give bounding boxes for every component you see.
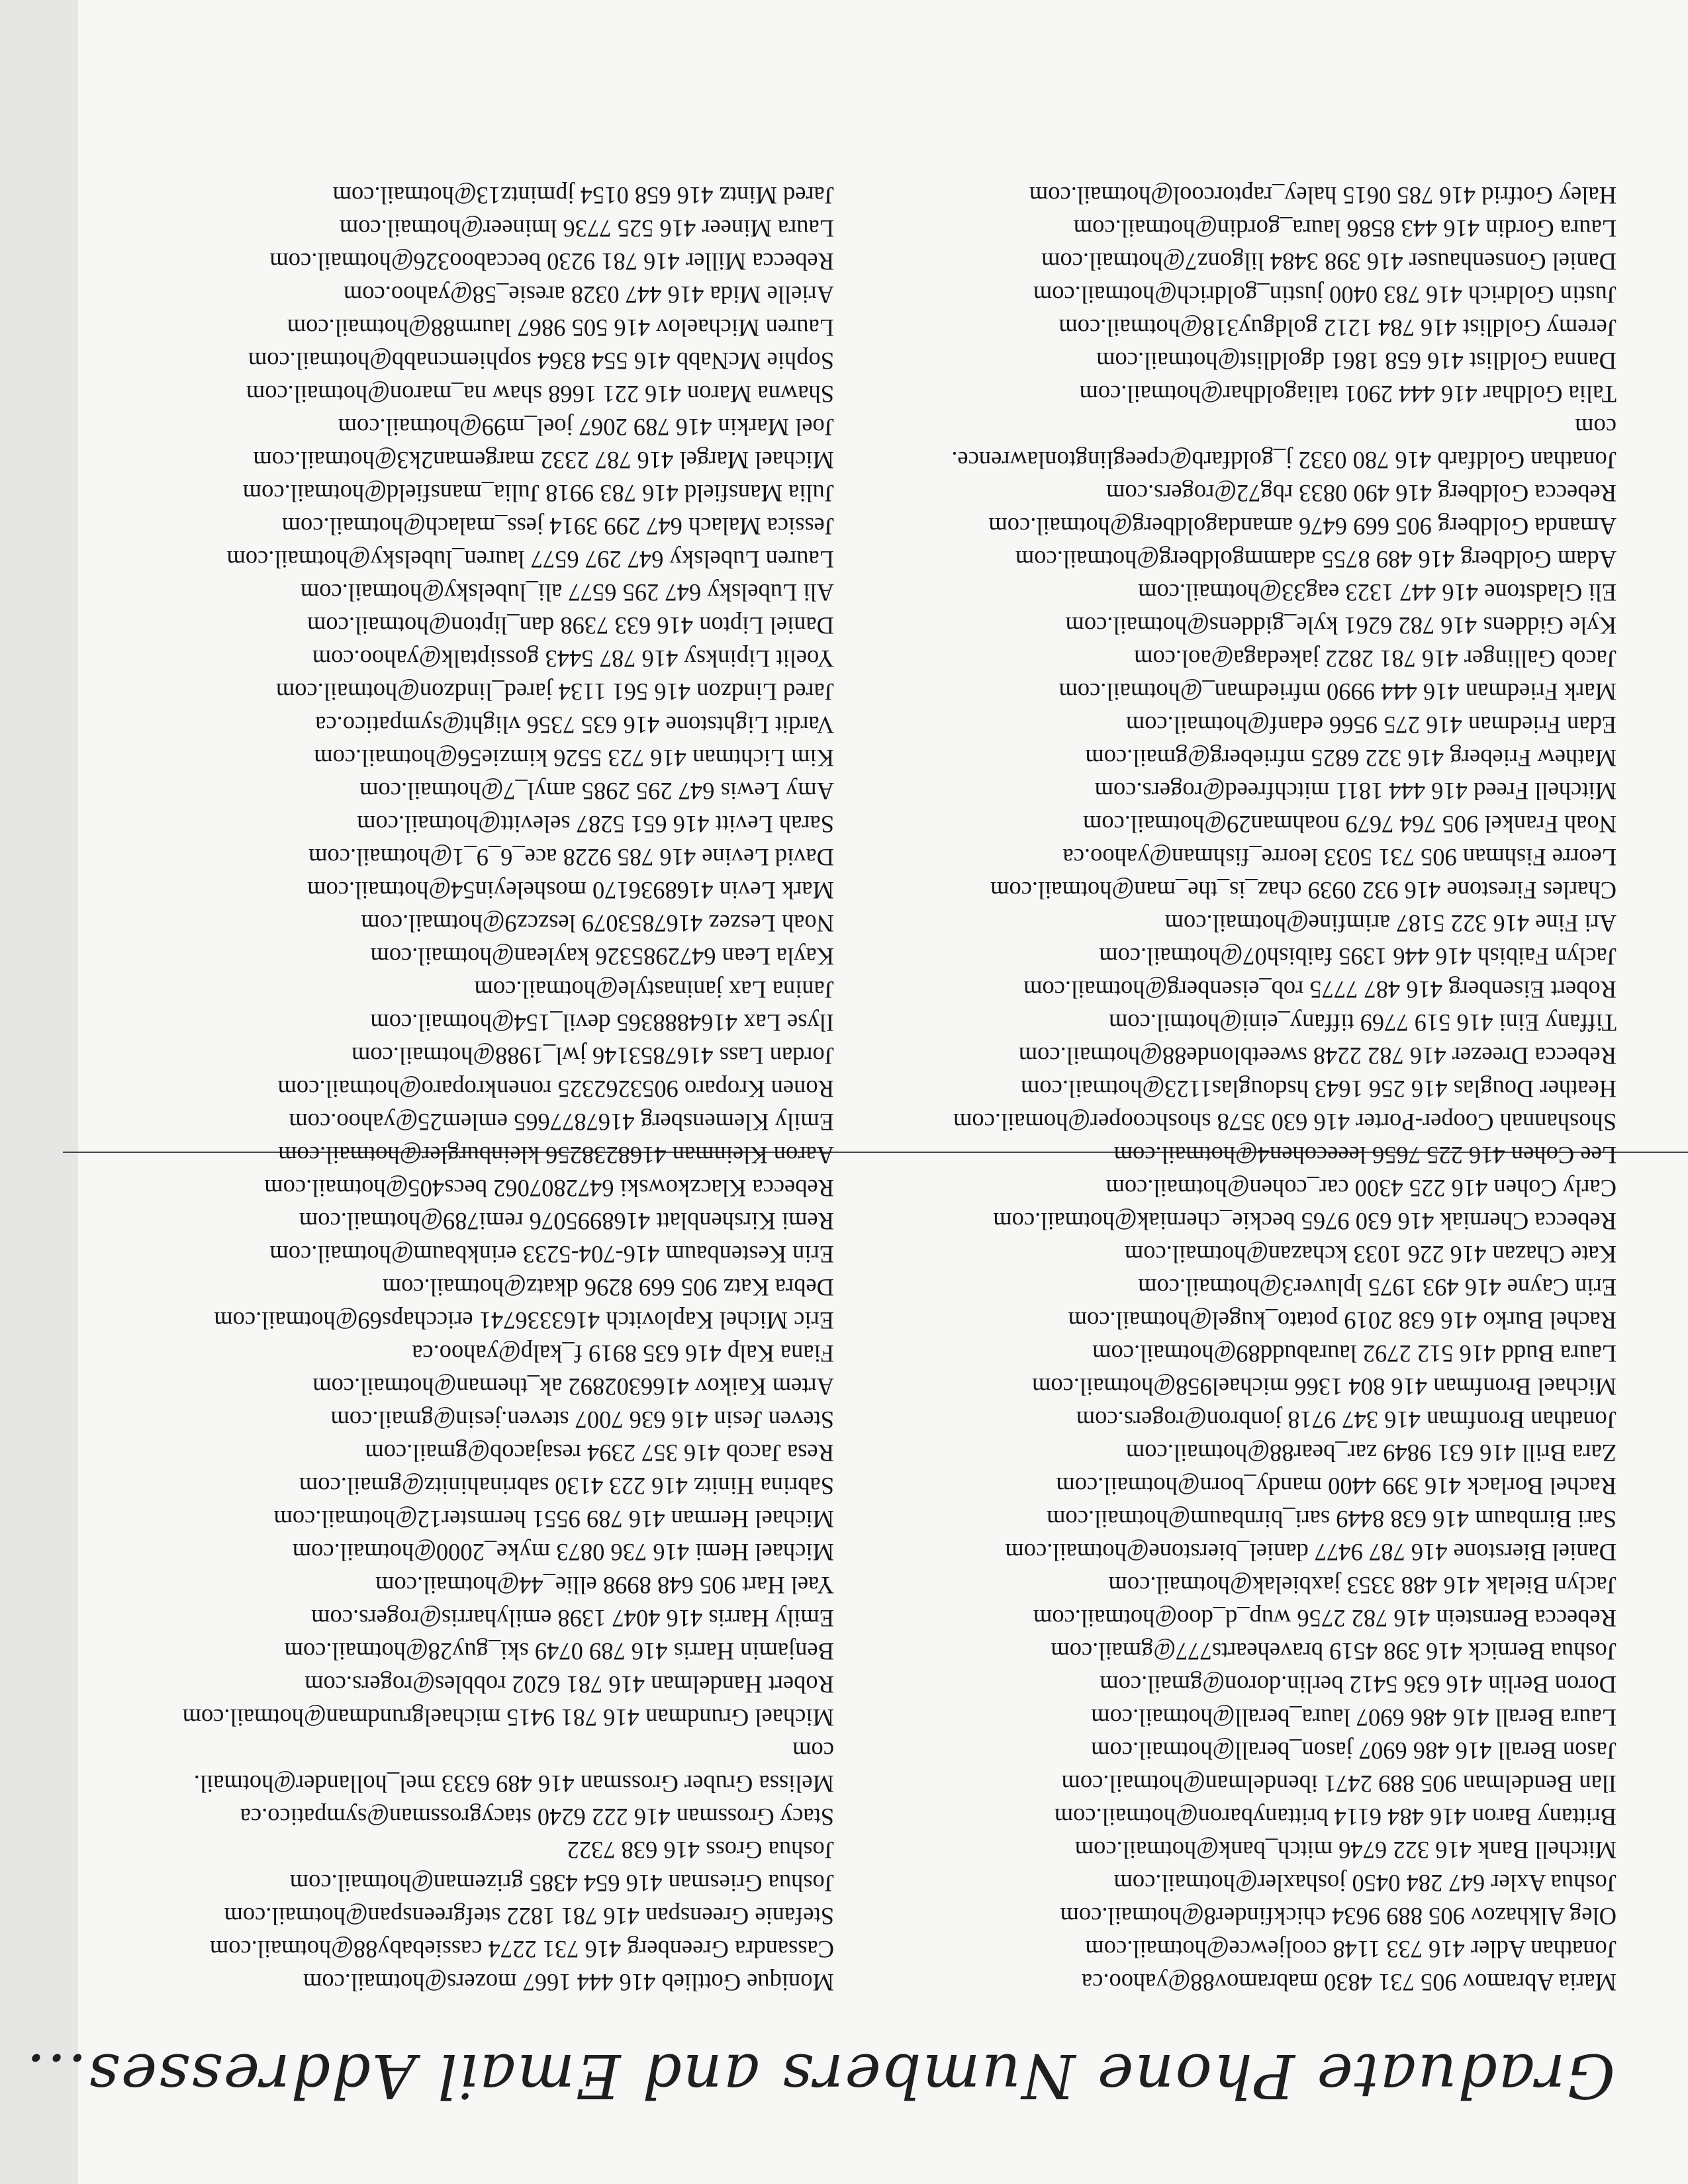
contact-entry: Shoshannah Cooper-Porter 416 630 3578 shoshcooper@homail.com — [953, 1109, 1617, 1136]
contact-entry: Jonathan Bronfman 416 347 9718 jonbron@rogers.com — [1076, 1406, 1617, 1433]
contact-entry: Remi Kirshenblatt 4168995076 remi789@hotmail.com — [299, 1208, 834, 1235]
contact-entry: Jonathan Goldfarb 416 780 0332 j_goldfarb@cpeeglingtonlawrence. — [951, 447, 1617, 474]
contact-entry: Artem Kaikov 4166302892 ak_theman@hotmail.com — [312, 1373, 834, 1400]
contact-entry: Ali Lubelsky 647 295 6577 ali_lubelsky@hotmail.com — [300, 579, 834, 606]
contact-entry: Mitchell Bank 416 322 6746 mitch_bank@hotmail.com — [1074, 1837, 1617, 1864]
contact-entry: Haley Gotfrid 416 785 0615 haley_raptorcool@hotmail.com — [1029, 182, 1617, 209]
contact-entry: Rebecca Bernstein 416 782 2756 wup_d_doo@hotmail.com — [1033, 1605, 1617, 1632]
contact-entry: Joel Markin 416 789 2067 joel_m99@hotmail.com — [338, 414, 834, 441]
contact-entry: Shawna Maron 416 221 1668 shaw na_maron@hotmail.com — [246, 381, 834, 408]
contact-entry: Vardit Lightstone 416 635 7356 vlight@sympatico.ca — [315, 711, 834, 739]
contact-entry: Jaclyn Faibish 416 446 1395 faibish07@hotmail.com — [1099, 943, 1617, 970]
contact-entry: Edan Friedman 416 275 9566 edanf@hotmail.com — [1125, 711, 1617, 739]
contact-entry: Rebecca Klaczkowski 6472807062 becs405@hotmail.com — [264, 1175, 834, 1202]
contact-entry: Mathew Frieberg 416 322 6825 mfrieberg@gmail.com — [1085, 745, 1617, 772]
contact-entry: Kyle Giddens 416 782 6261 kyle_giddens@hotmail.com — [1065, 612, 1617, 639]
contact-entry: Noah Leszez 4167853079 leszcz9@hotmail.com — [361, 910, 834, 937]
contact-entry: Benjamin Harris 416 789 0749 ski_guy28@hotmail.com — [284, 1638, 834, 1665]
contact-entry: Daniel Bierstone 416 787 9477 daniel_bierstone@hotmail.com — [1005, 1539, 1617, 1566]
contact-entry: Monique Gottlieb 416 444 1667 mozers@hotmail.com — [303, 1969, 834, 1996]
contact-entry: Joshua Bernick 416 398 4519 bravehearts777@gmail.com — [1051, 1638, 1617, 1665]
contact-entry: Adam Goldberg 416 489 8755 adammgoldberg@hotmail.com — [1015, 546, 1617, 573]
contact-entry: Rebecca Dreezer 416 782 2248 sweetblonde88@hotmail.com — [1018, 1042, 1617, 1069]
contact-entry: Melissa Gruber Grossman 416 489 6333 mel_hollander@hotmail. — [193, 1770, 834, 1797]
contact-entry: Mitchell Freed 416 444 1811 mitchfreed@rogers.com — [1094, 778, 1617, 805]
contact-entry: Danna Goldlist 416 658 1861 dgoldlist@hotmail.com — [1096, 347, 1617, 375]
page-title: Graduate Phone Numbers and Email Addresses... — [24, 2040, 1615, 2111]
contact-entry: Steven Jesin 416 636 7007 steven.jesin@gmail.com — [330, 1406, 834, 1433]
contact-entry: Julia Mansfield 416 783 9918 Julia_mansfield@hotmail.com — [242, 480, 834, 507]
contact-entry: Jared Mintz 416 658 0154 jpmintz13@hotmail.com — [332, 182, 834, 209]
contact-entry: Jaclyn Bielak 416 488 3353 jaxbielak@hotmail.com — [1108, 1572, 1617, 1599]
contact-entry: Emily Klemensberg 4167877665 emlem25@yahoo.com — [289, 1109, 834, 1136]
contact-entry: Tiffany Eini 416 519 7769 tiffany_eini@hotmil.com — [1109, 1009, 1617, 1036]
contact-entry: Lauren Lubelsky 647 297 6577 lauren_lubelsky@hotmail.com — [226, 546, 834, 573]
contact-entry: Michael Hemi 416 736 0873 myke_2000@hotmail.com — [292, 1539, 834, 1566]
contact-entry: Cassandra Greenberg 416 731 2274 cassiebaby88@hotmail.com — [209, 1936, 834, 1963]
contact-entry: Janina Lax janinastyle@hotmail.com — [474, 976, 834, 1003]
contact-list-left — [849, 179, 1617, 1999]
contact-entry: Erin Kestenbaum 416-704-5233 erinkbaum@hotmail.com — [269, 1241, 834, 1268]
contact-entry: Yoelit Lipinksy 416 787 5443 gossiptalk@yahoo.com — [312, 645, 834, 672]
contact-entry: Jason Berall 416 486 6907 jason_berall@hotmail.com — [1091, 1737, 1617, 1764]
contact-entry: Noah Frankel 905 764 7679 noahman29@hotmail.com — [1082, 811, 1617, 838]
contact-entry: Joshua Axler 647 284 0450 joshaxler@hotmail.com — [1113, 1870, 1617, 1897]
contact-entry: Rebecca Cherniak 416 630 9765 beckie_cherniak@hotmail.com — [993, 1208, 1617, 1235]
contact-entry: Robert Eisenberg 416 487 7775 rob_eisenberg@hotmail.com — [1023, 976, 1617, 1003]
contact-entry: Justin Goldrich 416 783 0400 justin_goldrich@hotmail.com — [1033, 281, 1617, 308]
contact-entry: Ronen Kroparo 9053262325 ronenkroparo@hotmail.com — [277, 1075, 834, 1103]
contact-entry: Mark Levin 4168936170 mosheleyin54@hotmail.com — [307, 877, 834, 904]
contact-entry: Laura Mineer 416 525 7736 lmineer@hotmail.com — [339, 215, 834, 242]
contact-entry: Sabrina Hinitz 416 223 4130 sabrinahinitz@gmail.com — [299, 1473, 834, 1500]
contact-entry: Joshua Gross 416 638 7322 — [567, 1837, 834, 1864]
contact-entry: Stacy Grossman 416 222 6240 stacygrossman@sympatico.ca — [240, 1803, 834, 1831]
contact-entry: Sarah Levitt 416 651 5287 selevitt@hotmail.com — [357, 811, 834, 838]
contact-entry: Fiana Kalp 416 635 8919 f_kalp@yahoo.ca — [412, 1340, 834, 1367]
contact-entry: Rebecca Miller 416 781 9230 beccaboo326@hotmail.com — [269, 248, 834, 275]
contact-entry: Debra Katz 905 669 8296 dkatz@hotmail.com — [382, 1274, 834, 1301]
contact-entry: Lauren Michaelov 416 505 9867 laurm88@hotmail.com — [287, 314, 834, 341]
contact-entry: Mark Friedman 416 444 9990 mfriedman_@hotmail.com — [1058, 678, 1617, 705]
contact-entry: Arielle Mida 416 447 0328 aresie_58@yahoo.com — [343, 281, 834, 308]
contact-entry: Eric Michel Kaplovitch 4163336741 ericchaps69@hotmail.com — [214, 1307, 834, 1334]
contact-entry: Michael Grundman 416 781 9415 michaelgrundman@hotmail.com — [182, 1704, 834, 1731]
contact-entry: Talia Goldhar 416 444 2901 taliagoldhar@hotmail.com — [1079, 381, 1617, 408]
contact-entry: Oleg Alkhazov 905 889 9634 chickfinder8@hotmail.com — [1060, 1903, 1617, 1930]
contact-entry: Erin Cayne 416 493 1975 lpluver3@hotmail.com — [1138, 1274, 1617, 1301]
contact-entry: Aaron Kleinman 4168238256 kleinburgler@hotmail.com — [278, 1142, 834, 1169]
contact-entry: Heather Douglas 416 256 1643 hsdouglas1123@hotmail.com — [1020, 1075, 1617, 1103]
contact-entry: Rachel Burko 416 638 2019 potato_kugel@hotmail.com — [1068, 1307, 1617, 1334]
contact-entry: David Levine 416 785 9228 ace_6_9_1@hotmail.com — [308, 844, 834, 871]
contact-entry: Maria Abramov 905 731 4830 mabramov88@yahoo.ca — [1081, 1969, 1617, 1996]
contact-entry: Amanda Goldberg 905 669 6476 amandagoldberg@hotmail.com — [988, 513, 1617, 540]
contact-entry: Michael Margel 416 787 2332 margeman2k3@hotmail.com — [253, 447, 834, 474]
contact-entry: Ari Fine 416 322 5187 arimfine@hotmail.com — [1164, 910, 1617, 937]
contact-entry: Kate Chazan 416 226 1033 kchazan@hotmail.com — [1124, 1241, 1617, 1268]
contact-entry: Rachel Borlack 416 399 4400 mandy_born@hotmail.com — [1056, 1473, 1617, 1500]
contact-entry: Daniel Gonsenhauser 416 398 3484 lilgonz7@hotmail.com — [1041, 248, 1617, 275]
contact-entry: Kayla Lean 6472985326 kaylean@hotmail.com — [370, 943, 834, 970]
contact-entry: Kim Lichtman 416 723 5526 kimzie56@hotmail.com — [314, 745, 834, 772]
contact-entry: Emily Harris 416 4047 1398 emilyharris@rogers.com — [311, 1605, 834, 1632]
contact-entry: Charles Firestone 416 932 0939 chaz_is_the_man@hotmail.com — [990, 877, 1617, 904]
contact-entry: Michael Herman 416 789 9551 hermster12@hotmail.com — [273, 1506, 834, 1533]
contact-entry: Jeremy Goldlist 416 784 1212 goldguy318@hotmail.com — [1058, 314, 1617, 341]
contact-entry: Ilan Bendelman 905 889 2471 ibendelman@hotmail.com — [1061, 1770, 1617, 1797]
contact-entry: Zara Brill 416 631 9849 zar_bear88@hotmail.com — [1125, 1439, 1617, 1467]
contact-entry: Joshua Griesman 416 654 4385 grizeman@hotmail.com — [289, 1870, 834, 1897]
contact-entry: com — [1575, 414, 1617, 441]
contact-entry: Jacob Gallinger 416 781 2822 jakedaga@aol.com — [1134, 645, 1617, 672]
contact-entry: Michael Bronfman 416 804 1366 michael958@hotmail.com — [1031, 1373, 1617, 1400]
contact-entry: Ilyse Lax 4164888365 devil_154@hotmail.com — [370, 1009, 834, 1036]
contact-list-right — [60, 179, 834, 1999]
contact-entry: Robert Handelman 416 781 6202 robbles@rogers.com — [305, 1671, 834, 1698]
contact-entry: Amy Lewis 647 295 2985 amyl_7@hotmail.com — [359, 778, 834, 805]
contact-entry: Jessica Malach 647 299 3914 jess_malach@hotmail.com — [281, 513, 834, 540]
contact-entry: Rebecca Goldberg 416 490 0833 rbg72@rogers.com — [1106, 480, 1617, 507]
contact-entry: Carly Cohen 416 225 4300 car_cohen@hotmail.com — [1105, 1175, 1617, 1202]
contact-entry: Jared Lindzon 416 561 1134 jared_lindzon@hotmail.com — [275, 678, 834, 705]
contact-entry: Laura Berall 416 486 6907 laura_berall@hotmail.com — [1091, 1704, 1617, 1731]
contact-entry: Jordan Lass 4167853146 jwl_1988@hotmail.com — [351, 1042, 834, 1069]
contact-entry: Lee Cohen 416 225 7656 leeecohen4@hotmail.com — [1113, 1142, 1617, 1169]
contact-entry: Laura Gordin 416 443 8586 laura_gordin@hotmail.com — [1073, 215, 1617, 242]
contact-entry: Jonathan Adler 416 733 1148 cooljewce@hotmail.com — [1085, 1936, 1617, 1963]
contact-entry: Yael Hart 905 648 8998 ellie_44@hotmail.com — [375, 1572, 834, 1599]
contact-entry: com — [792, 1737, 834, 1764]
contact-entry: Eli Gladstone 416 447 1323 eag33@hotmail.com — [1138, 579, 1617, 606]
contact-entry: Sophie McNabb 416 554 8364 sophiemcnabb@hotmail.com — [248, 347, 834, 375]
contact-entry: Leorre Fishman 905 731 5033 leorre_fishman@yahoo.ca — [1062, 844, 1617, 871]
contact-entry: Doron Berlin 416 636 5412 berlin.doron@gmail.com — [1100, 1671, 1617, 1698]
contact-entry: Laura Budd 416 512 2792 laurabudd89@hotmail.com — [1092, 1340, 1617, 1367]
contact-entry: Resa Jacob 416 357 2394 resajacob@gmail.com — [365, 1439, 834, 1467]
contact-entry: Sari Birnbaum 416 638 8449 sari_birnbaum@hotmail.com — [1047, 1506, 1617, 1533]
contact-entry: Stefanie Greenspan 416 781 1822 stefgreenspan@hotmail.com — [224, 1903, 834, 1930]
contact-entry: Brittany Baron 416 484 6114 brittanybaron@hotmail.com — [1054, 1803, 1617, 1831]
contact-entry: Daniel Lipton 416 633 7398 dan_lipton@hotmail.com — [307, 612, 834, 639]
